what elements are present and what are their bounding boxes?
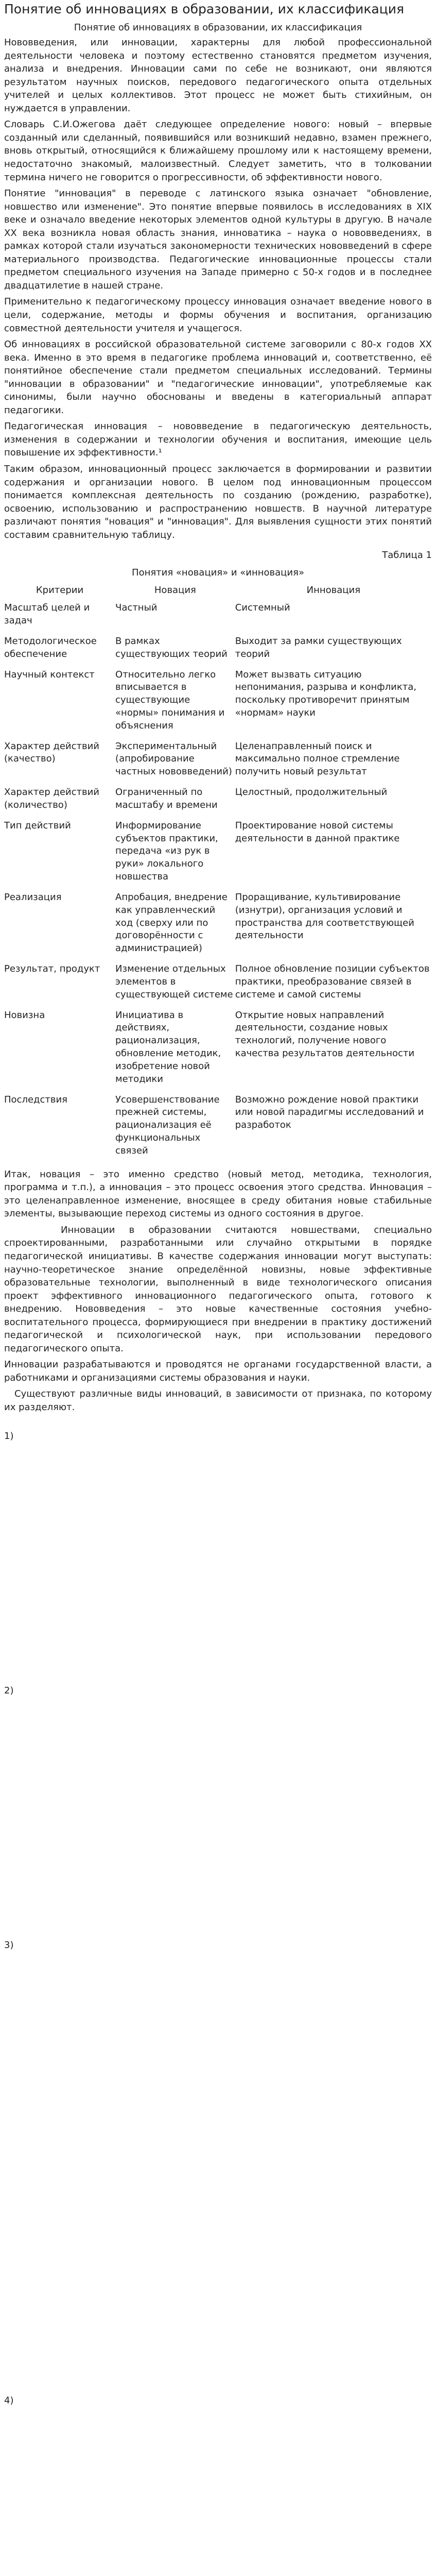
table-cell: Характер действий (качество): [4, 740, 100, 765]
table-header-cell: Критерии: [36, 585, 84, 596]
table-cell: Экспериментальный (апробирование частных нововведений): [115, 740, 232, 777]
table-cell: Проращивание, культивирование (изнутри), организация условий и пространства для соответствующей деятельности: [235, 891, 414, 941]
table-row: [4, 1091, 432, 1163]
table-row: [4, 599, 432, 633]
list-item-1: 1): [4, 1430, 14, 1442]
paragraph: Педагогическая инновация – нововведение в педагогическую деятельность, изменения в содержании и технологии обучения и воспитания, имеющие цель повышение их эффективности.¹: [4, 421, 432, 459]
table-cell: Целостный, продолжительный: [235, 787, 388, 798]
paragraph: Словарь С.И.Ожегова даёт следующее определение нового: новый – впервые созданный или сделанный, появившийся или возникший недавно, взамен прежнего, вновь открытый, относящийся к ближайшему прошлому или к настоящему времени, недостаточно знакомый, малоизвестный. Следует заметить, что в толковании термина ничего не говорится о прогрессивности, об эффективности нового.: [4, 119, 432, 183]
table-cell: Открытие новых направлений деятельности, создание новых технологий, получение нового качества результатов деятельности: [235, 1009, 415, 1059]
table-row: [4, 784, 432, 817]
page-title: Понятие об инновациях в образовании, их классификация: [4, 2, 405, 16]
paragraph: Об инновациях в российской образовательной системе заговорили с 80-х годов XX века. Именно в это время в педагогике проблема инноваций и, соответственно, её понятийное обеспечение стали предметом специальных исследований. Термины "инновации в образовании" и "педагогические инновации", употребляемые как синонимы, были научно обоснованы и введены в категориальный аппарат педагогики.: [4, 339, 432, 416]
paragraph: Нововведения, или инновации, характерны для любой профессиональной деятельности человека и поэтому естественно становятся предметом изучения, анализа и внедрения. Инновации сами по себе не возникают, они являются результатом научных поисков, передового педагогического опыта отдельных учителей и целых коллективов. Этот процесс не может быть стихийным, он нуждается в управлении.: [4, 37, 432, 114]
table-cell: Системный: [235, 602, 290, 614]
table-row: [4, 817, 432, 889]
table-cell: В рамках существующих теорий: [115, 635, 228, 659]
table-cell: Новизна: [4, 1009, 45, 1021]
table-cell: Частный: [115, 602, 158, 614]
table-cell: Тип действий: [4, 820, 71, 831]
table-header-cell: Инновация: [306, 585, 361, 596]
table-cell: Относительно легко вписывается в существующие «нормы» понимания и объяснения: [115, 669, 225, 731]
table-cell: Целенаправленный поиск и максимально полное стремление получить новый результат: [235, 740, 400, 777]
table-cell: Информирование субъектов практики, передача «из рук в руки» локального новшества: [115, 820, 218, 883]
paragraph: Существуют различные виды инноваций, в зависимости от признака, по которому их разделяют.: [4, 1388, 432, 1413]
table-body: [4, 599, 432, 1162]
table-cell: Возможно рождение новой практики или новой парадигмы исследований и разработок: [235, 1094, 424, 1131]
table-cell: Усовершенствование прежней системы, рационализация её функциональных связей: [115, 1094, 220, 1156]
table-row: [4, 1007, 432, 1091]
paragraph: Понятие "инновация" в переводе с латинского языка означает "обновление, новшество или изменение". Это понятие впервые появилось в исследованиях в XIX веке и означало введение некоторых элементов одной культуры в другую. В начале XX века возникла новая область знания, инноватика – наука о нововведениях, в рамках которой стали изучаться закономерности технических нововведений в сфере материального производства. Педагогические инновационные процессы стали предметом специального изучения на Западе примерно с 50-х годов и в последнее двадцатилетие в нашей стране.: [4, 188, 432, 291]
table-row: [4, 633, 432, 666]
table-cell: Последствия: [4, 1094, 67, 1105]
table-row: [4, 666, 432, 738]
table-header-row: [4, 582, 432, 599]
comparison-table: [4, 582, 432, 1162]
table-label: Таблица 1: [382, 550, 432, 561]
paragraph: Таким образом, инновационный процесс заключается в формировании и развитии содержания и организации нового. В целом под инновационным процессом понимается комплексная деятельность по созданию (рождению, разработке), освоению, использованию и распространению новшеств. В научной литературе различают понятия "новация" и "инновация". Для выявления сущности этих понятий составим сравнительную таблицу.: [4, 464, 432, 540]
table-header-cell: Новация: [154, 585, 196, 596]
paragraph: Инновации в образовании считаются новшествами, специально спроектированными, разработанными или случайно открытыми в порядке педагогической инициативы. В качестве содержания инновации могут выступать: научно-теоретическое знание определённой новизны, новые эффективные образовательные технологии, выполненный в виде технологического описания проект эффективного инновационного педагогического опыта, готового к внедрению. Нововведения – это новые качественные состояния учебно-воспитательного процесса, формирующиеся при внедрении в практику достижений педагогической и психологической наук, при использовании передового педагогического опыта.: [4, 1224, 432, 1354]
table-cell: Масштаб целей и задач: [4, 602, 90, 626]
paragraph: Инновации разрабатываются и проводятся не органами государственной власти, а работниками и организациями системы образования и науки.: [4, 1359, 432, 1383]
table-row: [4, 889, 432, 960]
table-row: [4, 960, 432, 1006]
paragraph: Применительно к педагогическому процессу инновация означает введение нового в цели, содержание, методы и формы обучения и воспитания, организацию совместной деятельности учителя и учащегося.: [4, 296, 432, 334]
table-cell: Реализация: [4, 891, 62, 903]
list-item-4: 4): [4, 2395, 14, 2406]
table-cell: Может вызвать ситуацию непонимания, разрыва и конфликта, поскольку противоречит принятым «нормам» науки: [235, 669, 416, 718]
table-cell: Полное обновление позиции субъектов практики, преобразование связей в системе и самой системы: [235, 963, 430, 1000]
table-cell: Апробация, внедрение как управленческий ход (сверху или по договорённости с администрацией): [115, 891, 228, 954]
table-caption: Понятия «новация» и «инновация»: [132, 567, 304, 578]
table-cell: Результат, продукт: [4, 963, 100, 975]
list-item-2: 2): [4, 1685, 14, 1696]
list-item-3: 3): [4, 1939, 14, 1951]
table-cell: Проектирование новой системы деятельности в данной практике: [235, 820, 400, 844]
table-cell: Научный контекст: [4, 669, 95, 680]
section-subtitle: Понятие об инновациях в образовании, их классификация: [74, 22, 362, 33]
paragraph: Итак, новация – это именно средство (новый метод, методика, технология, программа и т.п.), а инновация – это процесс освоения этого средства. Инновация – это целенаправленное изменение, вносящее в среду обитания новые стабильные элементы, вызывающие переход системы из одного состояния в другое.: [4, 1168, 432, 1219]
table-cell: Инициатива в действиях, рационализация, обновление методик, изобретение новой методики: [115, 1009, 221, 1084]
table-cell: Ограниченный по масштабу и времени: [115, 787, 218, 810]
table-cell: Изменение отдельных элементов в существующей системе: [115, 963, 233, 1000]
table-cell: Методологическое обеспечение: [4, 635, 97, 659]
table-cell: Выходит за рамки существующих теорий: [235, 635, 402, 659]
table-row: [4, 738, 432, 784]
table-cell: Характер действий (количество): [4, 787, 100, 810]
